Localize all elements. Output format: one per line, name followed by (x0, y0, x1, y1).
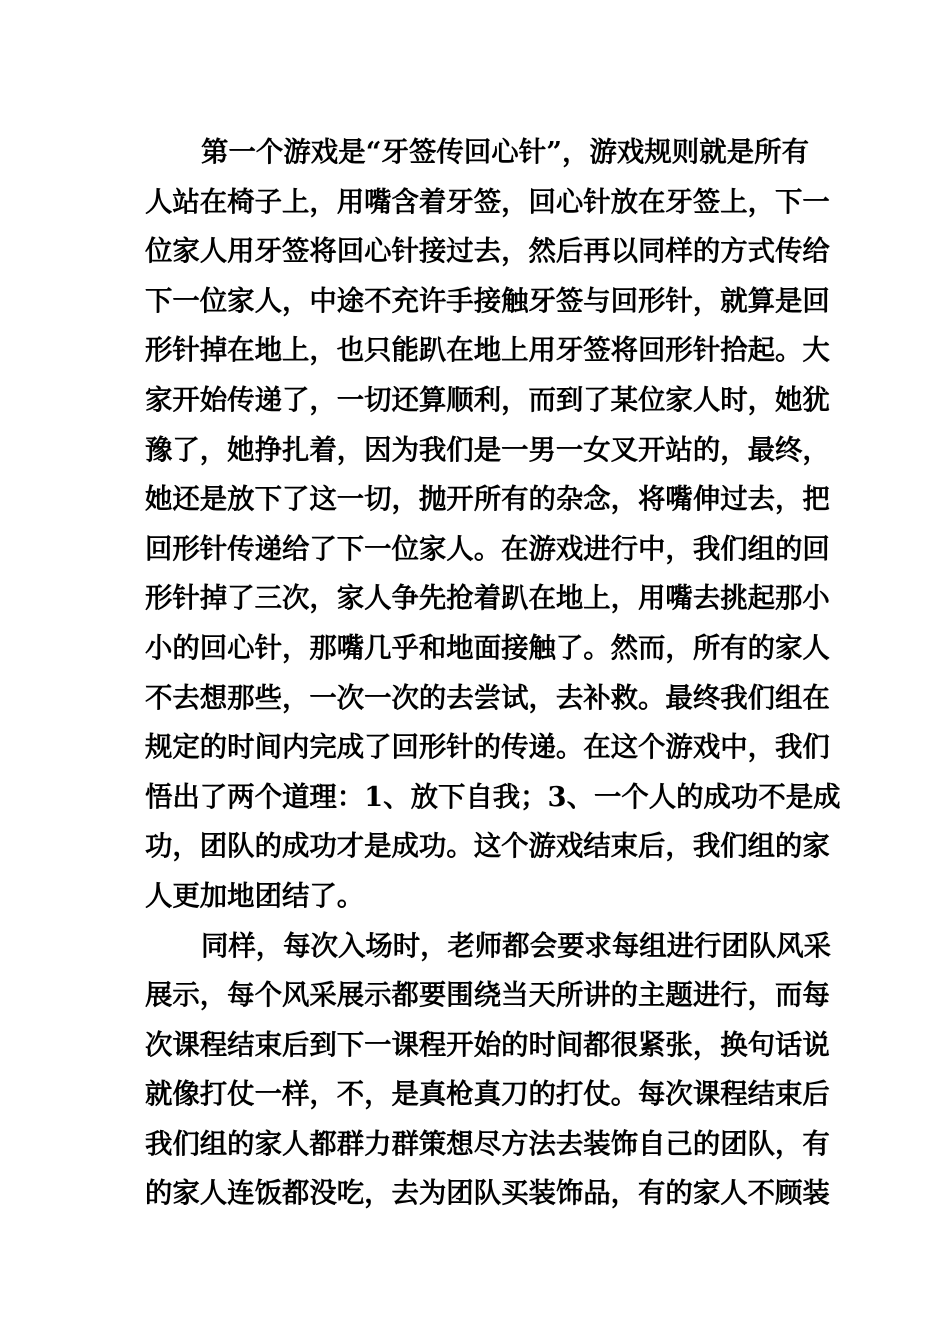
paragraph-1-line-11: 小的回心针，那嘴几乎和地面接触了。然而，所有的家人 (145, 631, 830, 664)
paragraph-1-line-13: 规定的时间内完成了回形针的传递。在这个游戏中，我们 (145, 731, 830, 764)
paragraph-1-line-10: 形针掉了三次，家人争先抢着趴在地上，用嘴去挑起那小 (145, 582, 830, 615)
paragraph-1-line-7: 豫了，她挣扎着，因为我们是一男一女叉开站的，最终， (145, 433, 830, 466)
paragraph-1-line-15: 功，团队的成功才是成功。这个游戏结束后，我们组的家 (145, 830, 830, 863)
paragraph-2-line-5: 我们组的家人都群力群策想尽方法去装饰自己的团队，有 (145, 1127, 830, 1160)
paragraph-1-line-1: 第一个游戏是“牙签传回心针”，游戏规则就是所有 (201, 136, 809, 168)
paragraph-1-line-6: 家开始传递了，一切还算顺利，而到了某位家人时，她犹 (145, 383, 830, 416)
paragraph-1-line-5: 形针掉在地上，也只能趴在地上用牙签将回形针拾起。大 (145, 334, 830, 367)
paragraph-2-line-4: 就像打仗一样，不，是真枪真刀的打仗。每次课程结束后 (145, 1078, 830, 1111)
paragraph-1-line-2: 人站在椅子上，用嘴含着牙签，回心针放在牙签上，下一 (145, 185, 830, 218)
paragraph-1-line-4: 下一位家人，中途不充许手接触牙签与回形针，就算是回 (145, 284, 830, 317)
paragraph-1-line-8: 她还是放下了这一切，抛开所有的杂念，将嘴伸过去，把 (145, 483, 830, 516)
paragraph-1-line-16: 人更加地团结了。 (145, 879, 365, 912)
paragraph-1-line-12: 不去想那些，一次一次的去尝试，去补救。最终我们组在 (145, 681, 830, 714)
paragraph-1-line-14: 悟出了两个道理：1、放下自我；3、一个人的成功不是成 (145, 780, 841, 813)
paragraph-2-line-1: 同样，每次入场时，老师都会要求每组进行团队风采 (201, 929, 831, 962)
document-body (145, 128, 841, 1219)
paragraph-1-line-9: 回形针传递给了下一位家人。在游戏进行中，我们组的回 (145, 532, 830, 565)
paragraph-2-line-6: 的家人连饭都没吃，去为团队买装饰品，有的家人不顾装 (145, 1177, 830, 1210)
paragraph-2-line-2: 展示，每个风采展示都要围绕当天所讲的主题进行，而每 (145, 979, 830, 1012)
paragraph-2-line-3: 次课程结束后到下一课程开始的时间都很紧张，换句话说 (145, 1028, 830, 1061)
paragraph-1-line-3: 位家人用牙签将回心针接过去，然后再以同样的方式传给 (145, 235, 830, 268)
